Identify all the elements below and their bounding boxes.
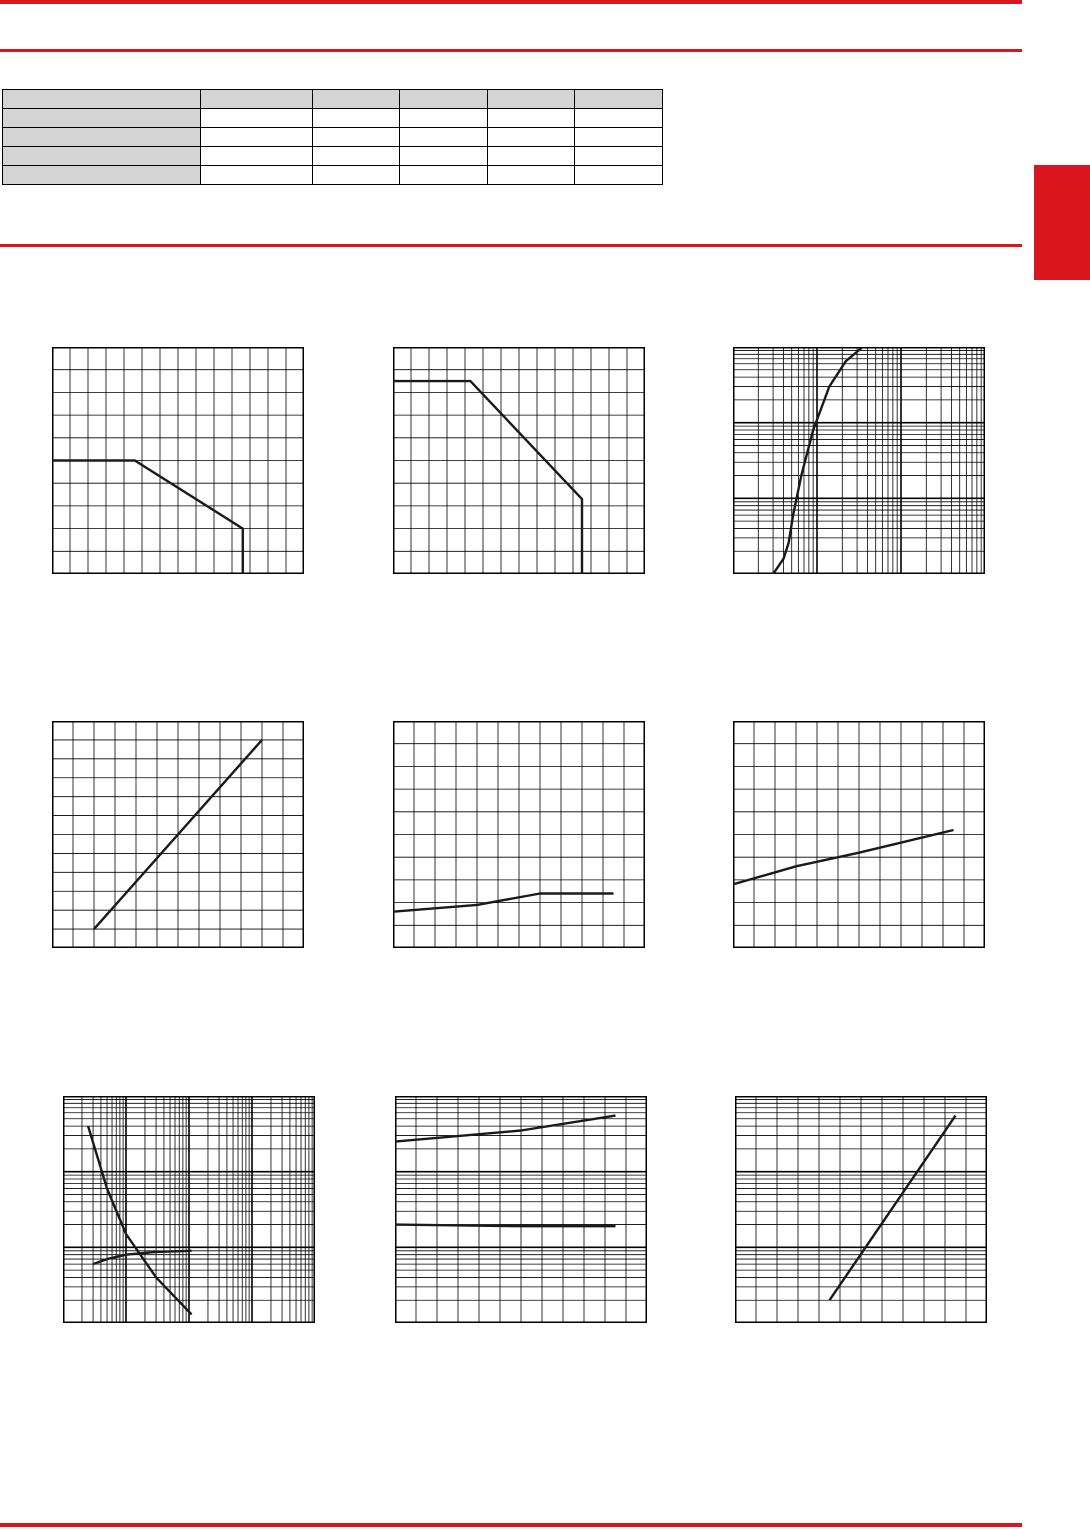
chart-plot [393,347,645,574]
chart-5 [393,721,645,948]
section-tab-marker [1034,165,1090,280]
chart-8 [395,1096,647,1323]
table-cell [488,109,575,128]
table-cell [488,147,575,166]
table-cell [575,128,663,147]
chart-frame [734,348,985,574]
table-cell [201,166,313,185]
table-cell [400,166,488,185]
table-row [3,147,663,166]
chart-plot [52,721,304,948]
chart-9 [735,1096,987,1323]
table-row [3,109,663,128]
table-cell [313,147,400,166]
series-line [830,1116,956,1301]
table-cell [400,128,488,147]
table-row [3,90,663,109]
table-cell [3,128,201,147]
chart-6 [733,721,985,948]
table-cell [313,90,400,109]
table-row [3,166,663,185]
chart-plot [395,1096,647,1323]
series-line [395,1116,616,1142]
table-row [3,128,663,147]
chart-3 [733,347,985,574]
table-cell [3,147,201,166]
table-cell [488,166,575,185]
table-cell [313,166,400,185]
table-cell [3,166,201,185]
chart-2 [393,347,645,574]
table-cell [201,90,313,109]
table-cell [575,166,663,185]
section-rule-2 [0,244,1022,247]
top-rule [0,0,1022,4]
bottom-rule [0,1523,1022,1527]
table-cell [575,109,663,128]
table-cell [488,90,575,109]
chart-plot [733,721,985,948]
series-line [88,1126,192,1314]
chart-plot [52,347,304,574]
spec-table [2,89,663,185]
table-cell [400,90,488,109]
series-line [393,381,582,574]
chart-plot [63,1096,315,1323]
series-line [773,347,863,574]
table-cell [575,147,663,166]
section-rule-1 [0,49,1022,52]
table-cell [488,128,575,147]
table-cell [400,109,488,128]
table-cell [400,147,488,166]
chart-plot [735,1096,987,1323]
table-cell [3,109,201,128]
table-cell [575,90,663,109]
table-cell [201,128,313,147]
chart-plot [733,347,985,574]
chart-1 [52,347,304,574]
table-cell [201,147,313,166]
table-cell [201,109,313,128]
chart-7 [63,1096,315,1323]
table-cell [3,90,201,109]
table-cell [313,109,400,128]
table-cell [313,128,400,147]
chart-4 [52,721,304,948]
chart-plot [393,721,645,948]
